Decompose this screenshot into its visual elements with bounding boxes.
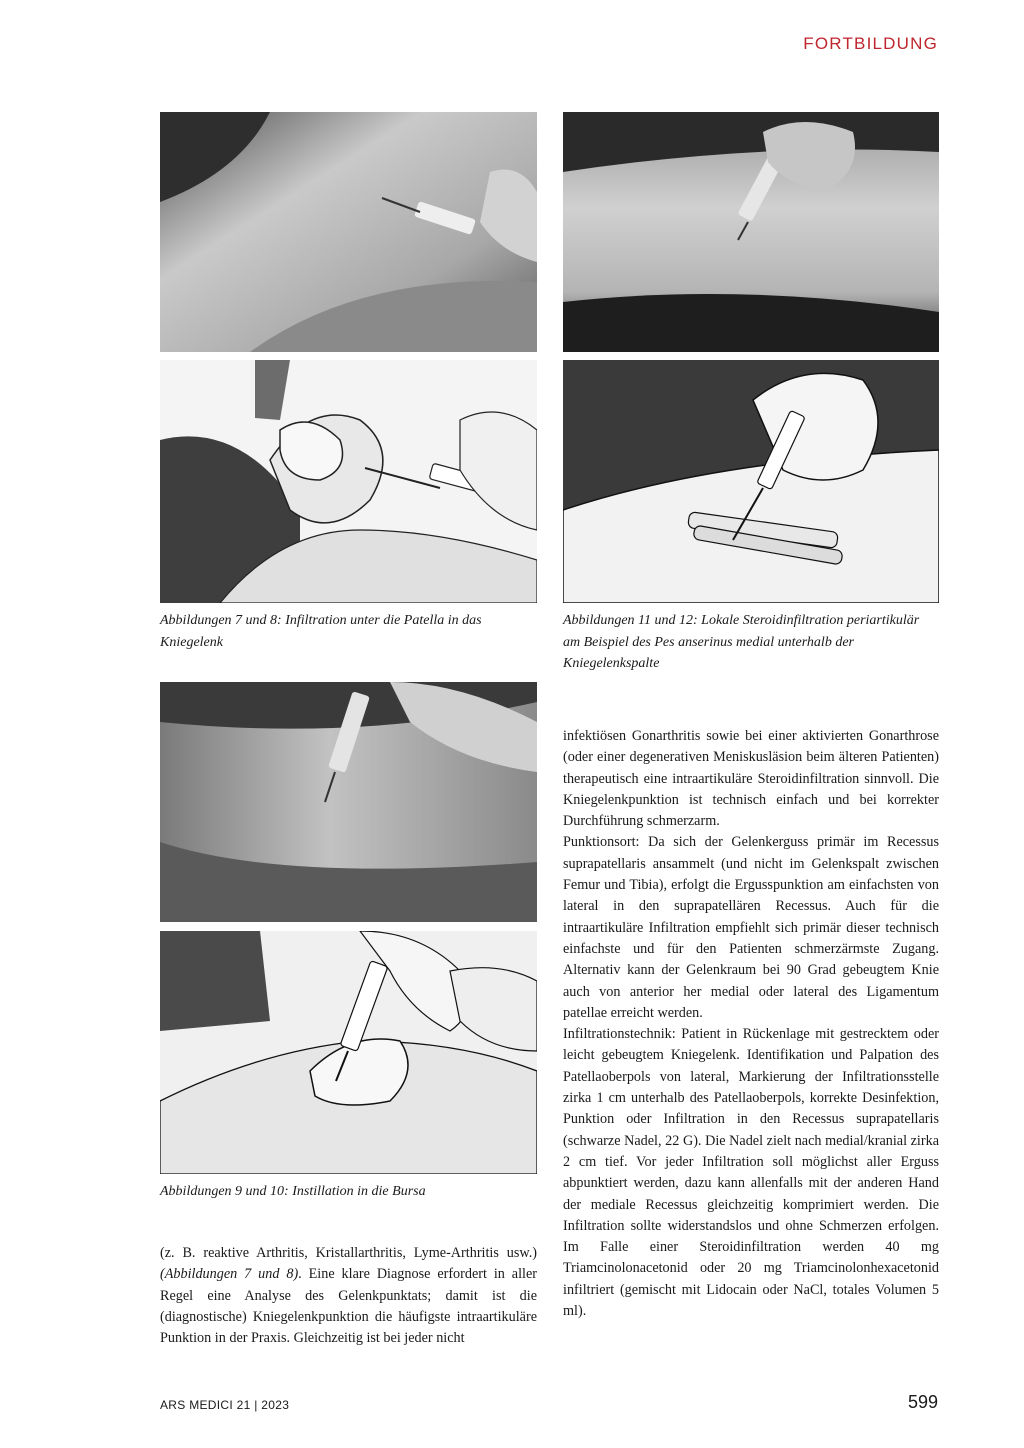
left-paragraph-end: . Eine klare Diagnose erfordert in aller Regel eine Analyse des Gelenkpunktats; damit ist die (diagnostische) Kniegelenkpunktion die häufigste intraartikuläre Punktion in der Praxis. Gleichzeitig ist bei jeder nicht	[160, 1266, 538, 1347]
caption-figures-9-10: Abbildungen 9 und 10: Instillation in die Bursa	[160, 1184, 426, 1199]
figure-7-photo	[160, 112, 537, 352]
figure-11-photo	[563, 112, 939, 352]
caption-figures-11-12: Abbildungen 11 und 12: Lokale Steroidinfiltration periartikulär am Beispiel des Pes anserinus medial unterhalb der Kniegelenkspalte	[563, 613, 920, 671]
figure-10-illustration	[160, 931, 537, 1174]
page-number: 599	[907, 1392, 938, 1412]
left-column-text	[160, 1243, 537, 1349]
right-paragraph-2: Punktionsort: Da sich der Gelenkerguss primär im Recessus suprapatellaris ansammelt (und nicht im Gelenkspalt zwischen Femur und Tibia), erfolgt die Ergusspunktion am einfachsten von lateral in den suprapatellären Recessus. Auch für die intraartikuläre Infiltration empfiehlt sich primär dieser technisch einfachste und für den Patienten schmerzärmste Zugang. Alternativ kann der Gelenkraum bei 90 Grad gebeugtem Knie auch von anterior her medial oder lateral des Ligamentum patellae erreicht werden.	[563, 834, 939, 1021]
journal-issue: ARS MEDICI 21 | 2023	[160, 1398, 290, 1412]
right-paragraph-3: Infiltrationstechnik: Patient in Rückenlage mit gestrecktem oder leicht gebeugtem Kniegelenk. Identifikation und Palpation des Patellaoberpols von lateral, Markierung der Infiltrationsstelle zirka 1 cm unterhalb des Patellaoberpols, korrekte Desinfektion, Punktion oder Infiltration in den Recessus suprapatellaris (schwarze Nadel, 22 G). Die Nadel zielt nach medial/kranial zirka 2 cm tief. Vor jeder Infiltration soll möglichst aller Erguss abpunktiert werden, dazu kann allenfalls mit der anderen Hand der mediale Recessus gleichzeitig komprimiert werden. Die Infiltration sollte widerstandslos und ohne Schmerzen erfolgen. Im Falle einer Steroidinfiltration werden 40 mg Triamcinolonacetonid oder 20 mg Triamcinolonhexacetonid infiltriert (gemischt mit Lidocain oder NaCl, totales Volumen 5 ml).	[563, 1026, 939, 1320]
figure-9-photo	[160, 682, 537, 922]
right-paragraph-1: infektiösen Gonarthritis sowie bei einer aktivierten Gonarthrose (oder einer degenerativen Meniskusläsion beim älteren Patienten) therapeutisch eine intraartikuläre Steroidinfiltration sinnvoll. Die Kniegelenkpunktion ist technisch einfach und bei korrekter Durchführung schmerzarm.	[563, 728, 939, 830]
figure-reference: (Abbildungen 7 und 8)	[160, 1266, 299, 1283]
figure-8-illustration	[160, 360, 537, 603]
right-column-text	[563, 726, 939, 1322]
caption-figures-7-8: Abbildungen 7 und 8: Infiltration unter die Patella in das Kniegelenk	[160, 613, 482, 650]
figure-12-illustration	[563, 360, 939, 603]
left-paragraph-start: (z. B. reaktive Arthritis, Kristallarthritis, Lyme-Arthritis usw.)	[160, 1245, 537, 1261]
section-label: FORTBILDUNG	[803, 34, 938, 53]
